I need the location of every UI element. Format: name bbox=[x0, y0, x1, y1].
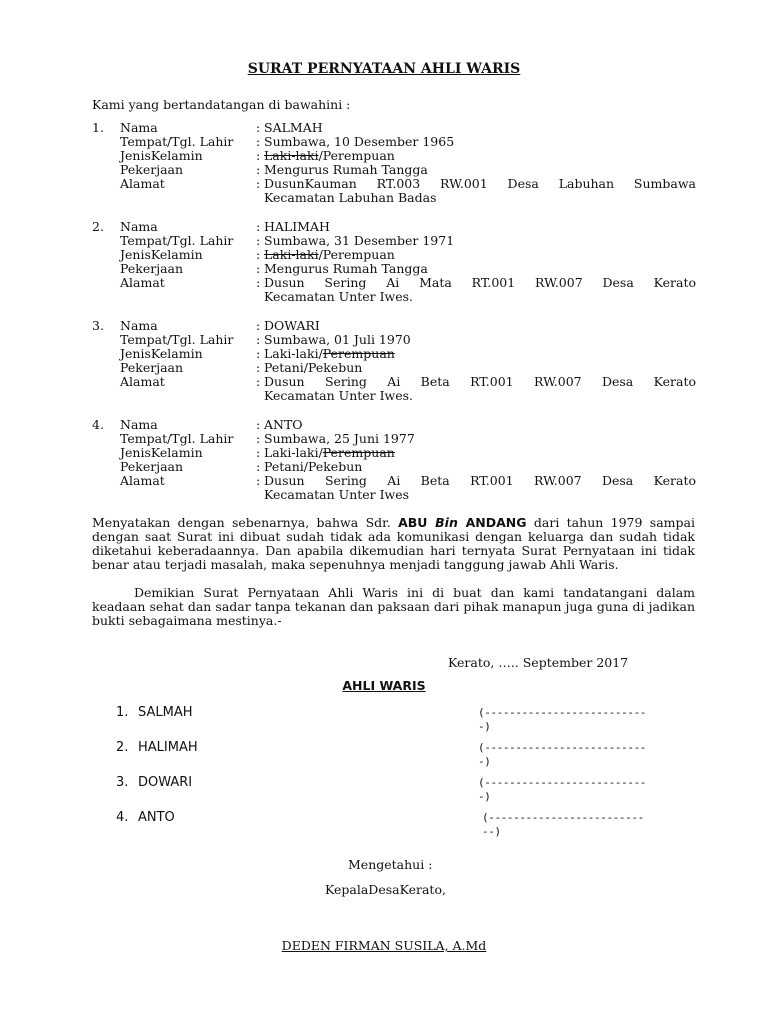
name-label: Nama bbox=[120, 417, 158, 432]
name-value: DOWARI bbox=[264, 318, 320, 333]
birth-label: Tempat/Tgl. Lahir bbox=[120, 332, 234, 347]
entry-number: 4. bbox=[92, 417, 104, 432]
gender-label: JenisKelamin bbox=[120, 346, 203, 361]
entry-number: 2. bbox=[92, 219, 104, 234]
address-continuation: Kecamatan Labuhan Badas bbox=[264, 190, 437, 205]
gender-value: Laki-laki/Perempuan bbox=[264, 445, 395, 460]
entry-number: 3. bbox=[92, 318, 104, 333]
place-date: Kerato, ….. September 2017 bbox=[448, 655, 629, 670]
job-value: Mengurus Rumah Tangga bbox=[264, 261, 428, 276]
gender-female: Perempuan bbox=[322, 247, 395, 262]
name-label: Nama bbox=[120, 318, 158, 333]
job-label: Pekerjaan bbox=[120, 459, 184, 474]
address-label: Alamat bbox=[120, 374, 165, 389]
job-value: Mengurus Rumah Tangga bbox=[264, 162, 428, 177]
address-value: Dusun Sering Ai Mata RT.001 RW.007 Desa Kerato bbox=[264, 275, 696, 290]
job-value: Petani/Pekebun bbox=[264, 360, 363, 375]
gender-value: Laki-laki/Perempuan bbox=[264, 148, 395, 163]
village-head-title: KepalaDesaKerato, bbox=[325, 882, 446, 897]
name-value: HALIMAH bbox=[264, 219, 330, 234]
birth-value: Sumbawa, 10 Desember 1965 bbox=[264, 134, 455, 149]
signature-line: (---------------------------) bbox=[478, 776, 647, 803]
signatory-row: 4. ANTO (---------------------------) bbox=[116, 811, 646, 827]
missing-person-name: ABU Bin ANDANG bbox=[398, 515, 527, 530]
heir-entry-3: 3. Nama : DOWARI Tempat/Tgl. Lahir : Sumbawa, 01 Juli 1970 JenisKelamin : Laki-laki/Perempuan Pekerjaan : Petani/Pekebun Alamat : Dusun Sering Ai Beta RT.001 RW.007 Desa Kerato Kecamatan Unter Iwes. bbox=[92, 318, 696, 403]
birth-label: Tempat/Tgl. Lahir bbox=[120, 233, 234, 248]
address-continuation: Kecamatan Unter Iwes. bbox=[264, 388, 414, 403]
birth-value: Sumbawa, 31 Desember 1971 bbox=[264, 233, 455, 248]
gender-label: JenisKelamin bbox=[120, 148, 203, 163]
gender-female-struck: Perempuan bbox=[322, 346, 395, 361]
address-value: Dusun Sering Ai Beta RT.001 RW.007 Desa Kerato bbox=[264, 374, 696, 389]
address-continuation: Kecamatan Unter Iwes. bbox=[264, 289, 414, 304]
village-head-name: DEDEN FIRMAN SUSILA, A.Md bbox=[281, 938, 487, 953]
heir-entry-4: 4. Nama : ANTO Tempat/Tgl. Lahir : Sumbawa, 25 Juni 1977 JenisKelamin : Laki-laki/Perempuan Pekerjaan : Petani/Pekebun Alamat : Dusun Sering Ai Beta RT.001 RW.007 Desa Kerato Kecamatan Unter Iwes bbox=[92, 417, 696, 502]
address-value: Dusun Sering Ai Beta RT.001 RW.007 Desa Kerato bbox=[264, 473, 696, 488]
closing-paragraph: Demikian Surat Pernyataan Ahli Waris ini di buat dan kami tandatangani dalam keadaan sehat dan sadar tanpa tekanan dan paksaan dari pihak manapun juga guna di jadikan bukti sebagaimana mestinya.- bbox=[92, 585, 695, 628]
acknowledged-label: Mengetahui : bbox=[348, 857, 433, 872]
gender-male: Laki-laki bbox=[264, 346, 319, 361]
job-label: Pekerjaan bbox=[120, 261, 184, 276]
address-continuation: Kecamatan Unter Iwes bbox=[264, 487, 410, 502]
birth-value: Sumbawa, 25 Juni 1977 bbox=[264, 431, 415, 446]
name-label: Nama bbox=[120, 120, 158, 135]
job-label: Pekerjaan bbox=[120, 360, 184, 375]
birth-label: Tempat/Tgl. Lahir bbox=[120, 431, 234, 446]
signatory-row: 2. HALIMAH (---------------------------) bbox=[116, 740, 647, 768]
name-label: Nama bbox=[120, 219, 158, 234]
gender-value: Laki-laki/Perempuan bbox=[264, 247, 395, 262]
gender-female-struck: Perempuan bbox=[322, 445, 395, 460]
address-label: Alamat bbox=[120, 473, 165, 488]
signatory-row: 1. SALMAH (---------------------------) bbox=[116, 705, 647, 733]
gender-label: JenisKelamin bbox=[120, 247, 203, 262]
job-value: Petani/Pekebun bbox=[264, 459, 363, 474]
signatory-row: 3. DOWARI (---------------------------) bbox=[116, 775, 647, 803]
name-value: ANTO bbox=[264, 417, 303, 432]
signature-line: (---------------------------) bbox=[482, 811, 644, 838]
heirs-title: AHLI WARIS bbox=[342, 678, 426, 693]
gender-female: Perempuan bbox=[322, 148, 395, 163]
signatory-name: DOWARI bbox=[138, 775, 193, 790]
signature-line: (---------------------------) bbox=[478, 706, 647, 733]
intro-text: Kami yang bertandatangan di bawahini : bbox=[92, 97, 351, 112]
heir-entry-1: 1. Nama : SALMAH Tempat/Tgl. Lahir : Sumbawa, 10 Desember 1965 JenisKelamin : Laki-laki/Perempuan Pekerjaan : Mengurus Rumah Tangga Alamat : DusunKauman RT.003 RW.001 Desa Labuhan Sumbawa Kecamatan Labuhan Badas bbox=[92, 120, 696, 205]
entry-number: 1. bbox=[92, 120, 104, 135]
statement-paragraph: Menyatakan dengan sebenarnya, bahwa Sdr. ABU Bin ANDANG dari tahun 1979 sampai dengan saat Surat ini dibuat sudah tidak ada komunikasi dengan keluarga dan sudah tidak diketahui keberadaannya. Dan apabila dikemudian hari ternyata Surat Pernyataan ini tidak benar atau terjadi masalah, maka sepenuhnya menjadi tanggung jawab Ahli Waris. bbox=[92, 515, 695, 572]
gender-male: Laki-laki bbox=[264, 445, 319, 460]
heir-entry-2: 2. Nama : HALIMAH Tempat/Tgl. Lahir : Sumbawa, 31 Desember 1971 JenisKelamin : Laki-laki/Perempuan Pekerjaan : Mengurus Rumah Tangga Alamat : Dusun Sering Ai Mata RT.001 RW.007 Desa Kerato Kecamatan Unter Iwes. bbox=[92, 219, 696, 304]
address-label: Alamat bbox=[120, 275, 165, 290]
document-title: SURAT PERNYATAAN AHLI WARIS bbox=[247, 61, 521, 77]
gender-male-struck: Laki-laki bbox=[264, 148, 319, 163]
signatory-name: HALIMAH bbox=[138, 740, 198, 755]
gender-value: Laki-laki/Perempuan bbox=[264, 346, 395, 361]
birth-value: Sumbawa, 01 Juli 1970 bbox=[264, 332, 411, 347]
birth-label: Tempat/Tgl. Lahir bbox=[120, 134, 234, 149]
gender-male-struck: Laki-laki bbox=[264, 247, 319, 262]
gender-label: JenisKelamin bbox=[120, 445, 203, 460]
signature-line: (---------------------------) bbox=[478, 741, 647, 768]
job-label: Pekerjaan bbox=[120, 162, 184, 177]
address-label: Alamat bbox=[120, 176, 165, 191]
name-value: SALMAH bbox=[264, 120, 323, 135]
signatory-name: ANTO bbox=[138, 810, 175, 825]
address-value: DusunKauman RT.003 RW.001 Desa Labuhan Sumbawa bbox=[264, 176, 696, 191]
signatory-name: SALMAH bbox=[138, 705, 193, 720]
